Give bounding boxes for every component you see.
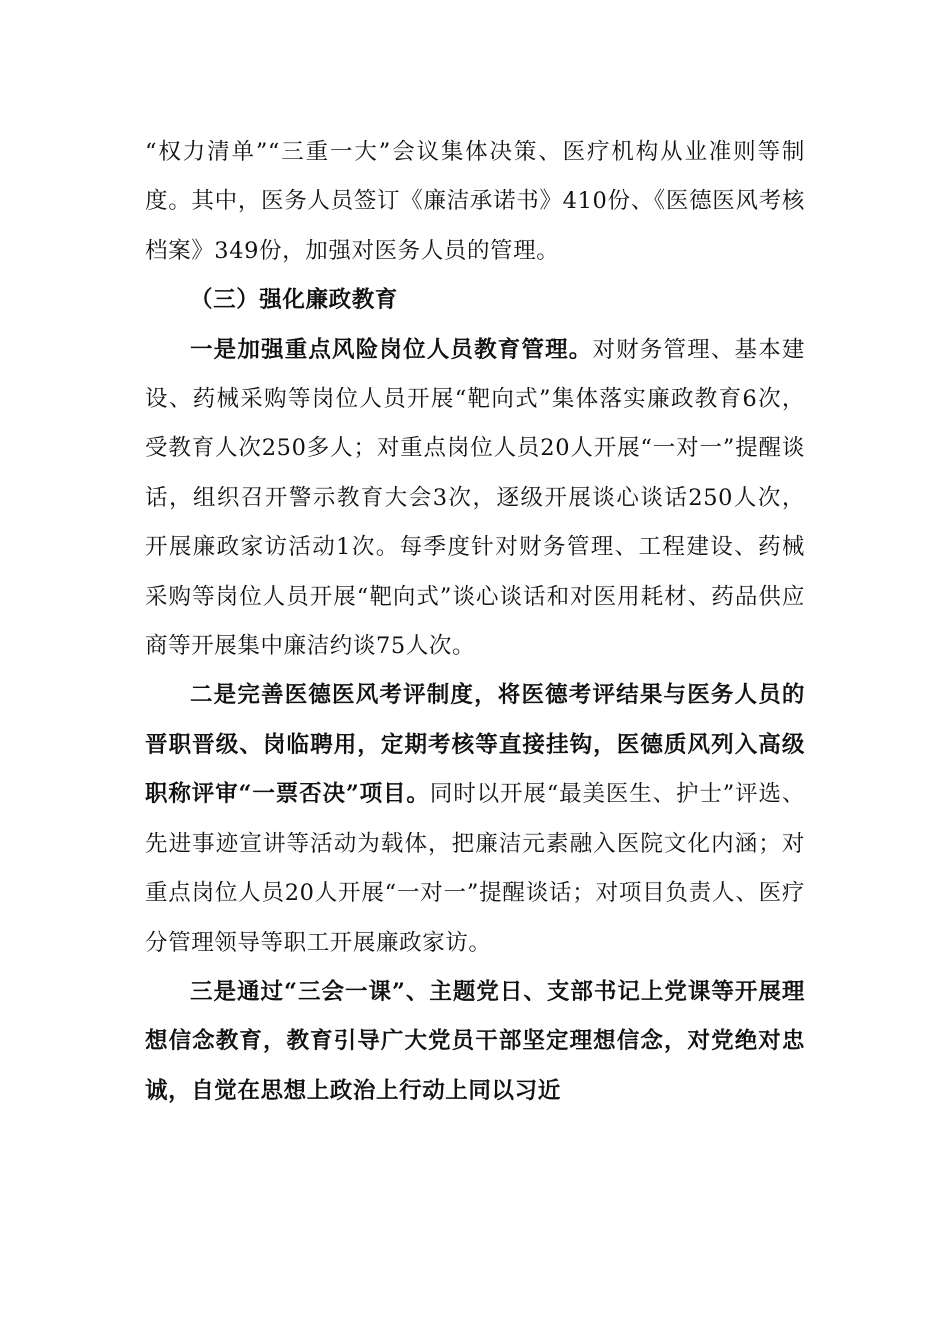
paragraph-lead: 一是加强重点风险岗位人员教育管理。 bbox=[190, 336, 593, 363]
paragraph-body: 对财务管理、基本建设、药械采购等岗位人员开展“靶向式”集体落实廉政教育6次，受教育人次250多人；对重点岗位人员20人开展“一对一”提醒谈话，组织召开警示教育大会3次，逐级开展谈心谈话250人次，开展廉政家访活动1次。每季度针对财务管理、工程建设、药械采购等岗位人员开展“靶向式”谈心谈话和对医用耗材、药品供应商等开展集中廉洁约谈75人次。 bbox=[145, 336, 806, 660]
paragraph-medical-ethics-evaluation bbox=[145, 671, 805, 967]
paragraph-ideal-belief-education: 三是通过“三会一课”、主题党日、支部书记上党课等开展理想信念教育，教育引导广大党员干部坚定理想信念，对党绝对忠诚，自觉在思想上政治上行动上同以习近 bbox=[145, 978, 805, 1104]
paragraph-body: 同时以开展“最美医生、护士”评选、先进事迹宣讲等活动为载体，把廉洁元素融入医院文化内涵；对重点岗位人员20人开展“一对一”提醒谈话；对项目负责人、医疗分管理领导等职工开展廉政家访。 bbox=[145, 781, 805, 956]
paragraph-risk-post-education bbox=[145, 326, 805, 672]
document-body bbox=[145, 128, 805, 1116]
paragraph-lead: 二是完善医德医风考评制度，将医德考评结果与医务人员的晋职晋级、岗临聘用，定期考核等直接挂钩，医德质风列入高级职称评审“一票否决”项目。 bbox=[145, 682, 805, 808]
paragraph-institutions: “权力清单”“三重一大”会议集体决策、医疗机构从业准则等制度。其中，医务人员签订《廉洁承诺书》410份、《医德医风考核档案》349份，加强对医务人员的管理。 bbox=[145, 139, 805, 264]
section-heading: （三）强化廉政教育 bbox=[190, 287, 398, 314]
